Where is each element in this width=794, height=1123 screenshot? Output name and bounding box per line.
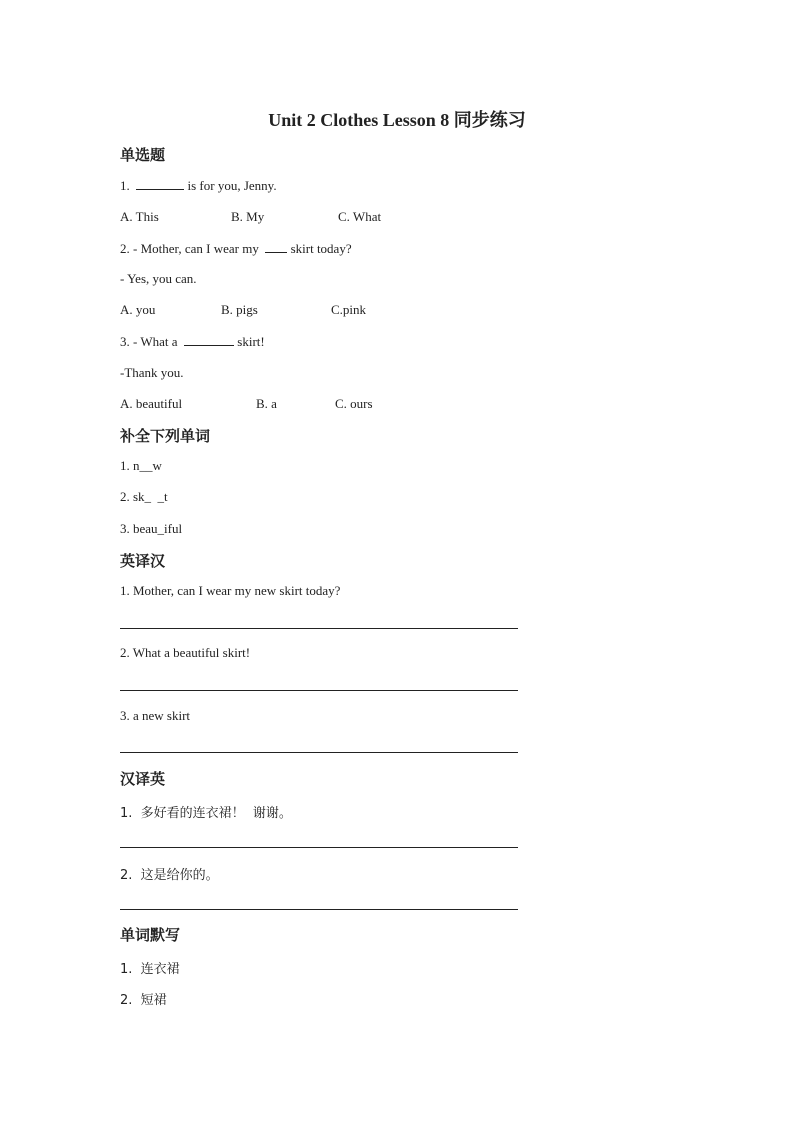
q3-option-b: B. a — [256, 396, 277, 411]
q3-option-c: C. ours — [335, 396, 373, 411]
question-1-number: 1. — [120, 178, 130, 193]
translation-en-3: 3. a new skirt — [120, 708, 191, 723]
question-1 — [120, 177, 277, 194]
section-heading-dictation: 单词默写 — [120, 926, 181, 944]
section-heading-single-choice: 单选题 — [120, 146, 166, 164]
question-3-post: skirt! — [234, 334, 265, 349]
question-2 — [120, 240, 352, 257]
translation-zh-1: 1. 多好看的连衣裙！ 谢谢。 — [120, 806, 292, 821]
q1-option-a: A. This — [120, 209, 159, 224]
question-3-pre: 3. - What a — [120, 334, 178, 349]
section-heading-zh-to-en: 汉译英 — [120, 770, 166, 788]
dictation-item-1: 1. 连衣裙 — [120, 962, 180, 977]
question-2-reply: - Yes, you can. — [120, 271, 197, 286]
question-3 — [120, 333, 265, 350]
answer-line — [120, 847, 518, 848]
q3-option-a: A. beautiful — [120, 396, 183, 411]
q1-option-c: C. What — [338, 209, 382, 224]
question-1-text: is for you, Jenny. — [184, 178, 277, 193]
answer-line — [120, 690, 518, 691]
word-item-1: 1. n__w — [120, 458, 162, 473]
answer-blank — [265, 240, 287, 253]
answer-blank — [184, 333, 234, 346]
q1-option-b: B. My — [231, 209, 265, 224]
answer-line — [120, 909, 518, 910]
translation-en-2: 2. What a beautiful skirt! — [120, 645, 251, 660]
word-item-2: 2. sk_ _t — [120, 489, 168, 504]
q2-option-c: C.pink — [331, 302, 367, 317]
answer-line — [120, 628, 518, 629]
translation-en-1: 1. Mother, can I wear my new skirt today? — [120, 583, 341, 598]
question-2-pre: 2. - Mother, can I wear my — [120, 241, 259, 256]
q2-option-b: B. pigs — [221, 302, 258, 317]
section-heading-complete-words: 补全下列单词 — [120, 427, 211, 445]
q2-option-a: A. you — [120, 302, 156, 317]
word-item-3: 3. beau_iful — [120, 521, 183, 536]
question-3-reply: -Thank you. — [120, 365, 184, 380]
translation-zh-2: 2. 这是给你的。 — [120, 868, 219, 883]
question-2-post: skirt today? — [287, 241, 352, 256]
answer-blank — [136, 177, 184, 190]
answer-line — [120, 752, 518, 753]
worksheet-title: Unit 2 Clothes Lesson 8 同步练习 — [268, 110, 526, 130]
dictation-item-2: 2. 短裙 — [120, 993, 167, 1008]
section-heading-en-to-zh: 英译汉 — [120, 552, 166, 570]
